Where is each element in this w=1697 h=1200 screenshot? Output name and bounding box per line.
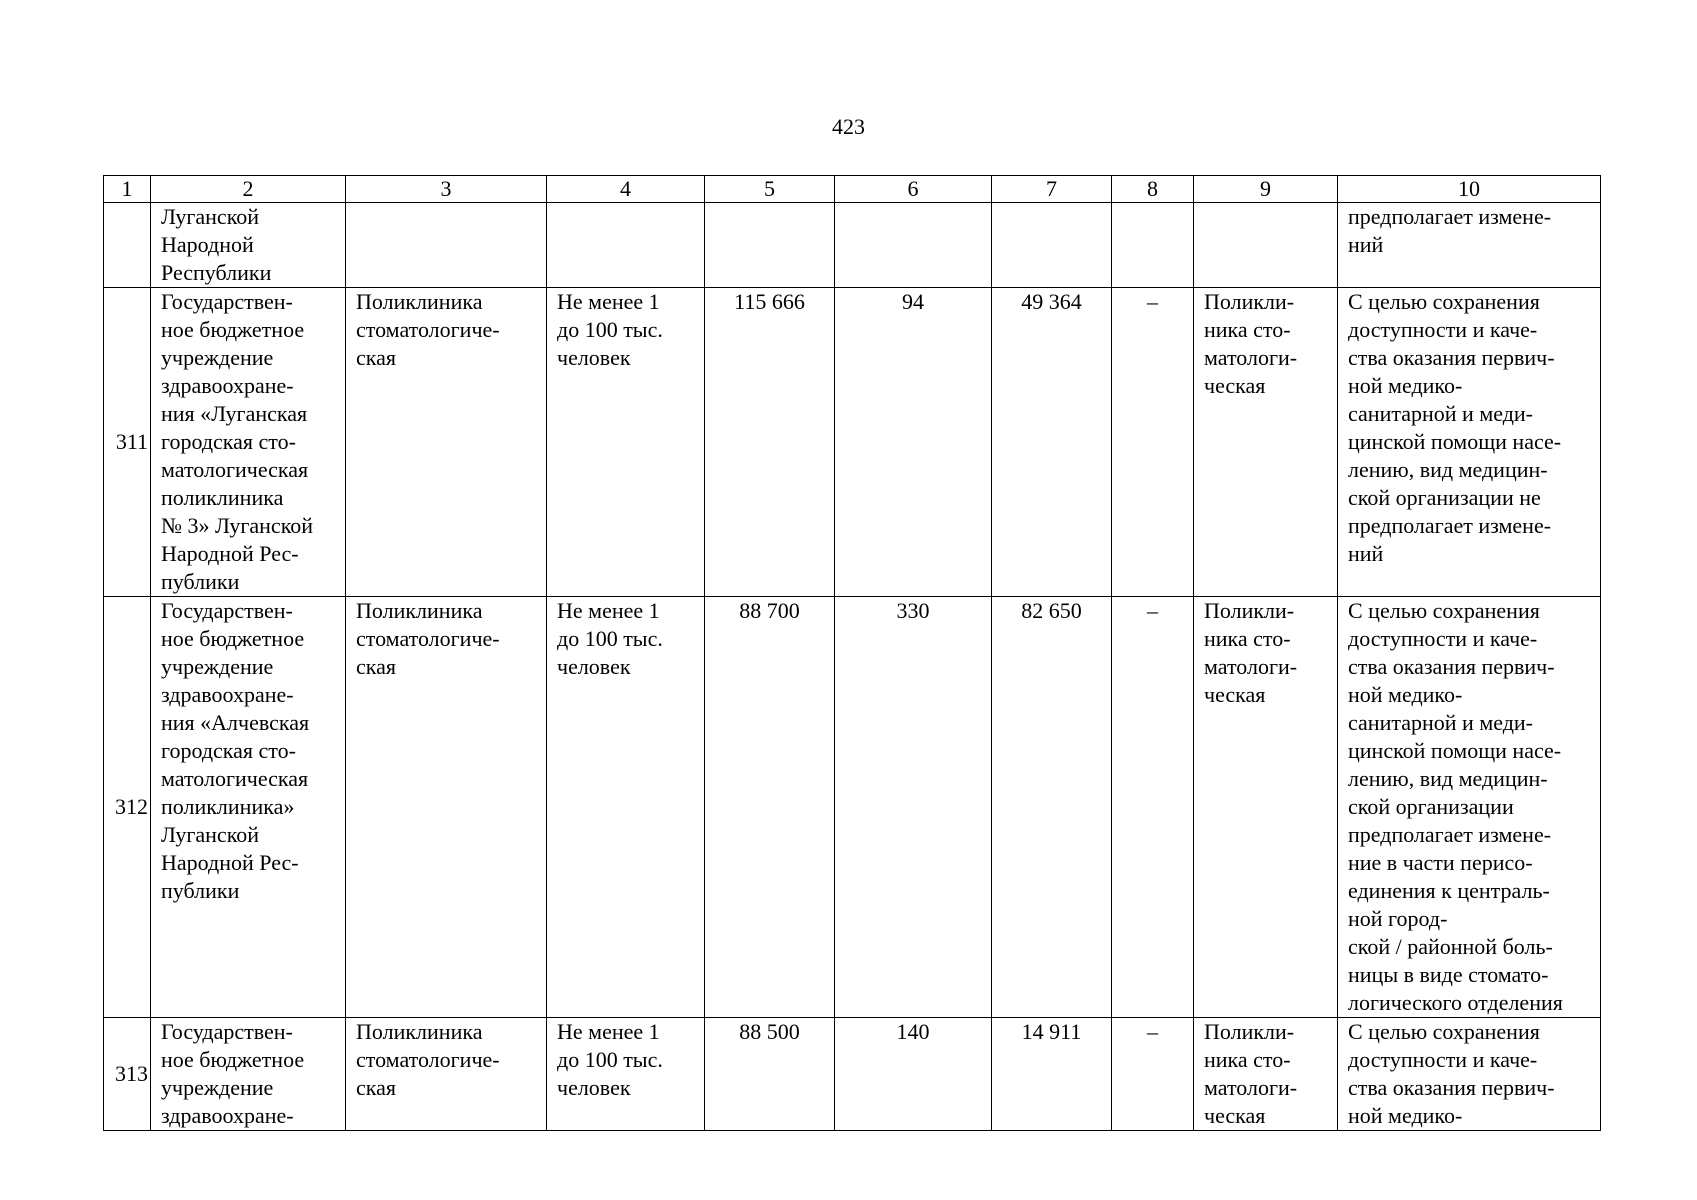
cell-text-line: матологи- bbox=[1204, 1075, 1298, 1100]
cell-text-line: Народной bbox=[161, 232, 254, 257]
cell-text-line: до 100 тыс. bbox=[557, 1047, 663, 1072]
cell-text-line: Поликлиника bbox=[356, 598, 483, 623]
header-cell: 1 bbox=[104, 176, 151, 203]
value-col-5: 115 666 bbox=[705, 288, 835, 597]
cell-text-line: человек bbox=[557, 654, 631, 679]
justification bbox=[1338, 597, 1601, 1018]
cell-text-line: Поликлиника bbox=[356, 289, 483, 314]
table-header-row bbox=[104, 176, 1601, 203]
cell-text-line: городская сто- bbox=[161, 738, 296, 763]
header-cell: 10 bbox=[1338, 176, 1601, 203]
organization-name bbox=[151, 203, 346, 288]
value-col-6 bbox=[835, 203, 992, 288]
population-range bbox=[547, 288, 705, 597]
cell-text-line: ное бюджетное bbox=[161, 626, 305, 651]
cell-text-line: городская сто- bbox=[161, 429, 296, 454]
facility-type bbox=[346, 1018, 547, 1131]
cell-text-line: ний bbox=[1348, 232, 1384, 257]
value-col-7 bbox=[992, 203, 1112, 288]
cell-text-line: Республики bbox=[161, 260, 272, 285]
value-col-6: 330 bbox=[835, 597, 992, 1018]
page-number: 423 bbox=[832, 114, 865, 139]
facility-table bbox=[103, 175, 1601, 1131]
value-col-7: 82 650 bbox=[992, 597, 1112, 1018]
cell-text-line: матологи- bbox=[1204, 345, 1298, 370]
cell-text-line: ницы в виде стомато- bbox=[1348, 962, 1549, 987]
cell-text-line: матологическая bbox=[161, 457, 309, 482]
cell-text-line: С целью сохранения bbox=[1348, 598, 1540, 623]
cell-text-line: предполагает измене- bbox=[1348, 513, 1552, 538]
target-facility-type bbox=[1194, 597, 1338, 1018]
cell-text-line: человек bbox=[557, 345, 631, 370]
facility-type bbox=[346, 597, 547, 1018]
cell-text-line: Государствен- bbox=[161, 598, 293, 623]
cell-text-line: ния «Алчевская bbox=[161, 710, 310, 735]
row-number: 313 bbox=[104, 1018, 151, 1131]
population-range bbox=[547, 1018, 705, 1131]
cell-text-line: ника сто- bbox=[1204, 626, 1291, 651]
cell-text-line: лению, вид медицин- bbox=[1348, 457, 1548, 482]
header-cell: 3 bbox=[346, 176, 547, 203]
value-col-8 bbox=[1112, 203, 1194, 288]
cell-text-line: ние в части перисо- bbox=[1348, 850, 1533, 875]
cell-text-line: Не менее 1 bbox=[557, 598, 660, 623]
cell-text-line: логического отделения bbox=[1348, 990, 1563, 1015]
value-col-7: 49 364 bbox=[992, 288, 1112, 597]
cell-text-line: санитарной и меди- bbox=[1348, 710, 1534, 735]
cell-text-line: Государствен- bbox=[161, 289, 293, 314]
cell-text-line: учреждение bbox=[161, 345, 274, 370]
target-facility-type bbox=[1194, 288, 1338, 597]
cell-text-line: Народной Рес- bbox=[161, 541, 299, 566]
cell-text-line: человек bbox=[557, 1075, 631, 1100]
cell-text-line: Поликлиника bbox=[356, 1019, 483, 1044]
cell-text-line: публики bbox=[161, 878, 240, 903]
value-col-6: 140 bbox=[835, 1018, 992, 1131]
cell-text-line: стоматологиче- bbox=[356, 1047, 500, 1072]
cell-text-line: стоматологиче- bbox=[356, 626, 500, 651]
value-col-8: – bbox=[1112, 288, 1194, 597]
cell-text-line: Луганской bbox=[161, 204, 260, 229]
header-cell: 5 bbox=[705, 176, 835, 203]
population-range bbox=[547, 597, 705, 1018]
cell-text-line: Народной Рес- bbox=[161, 850, 299, 875]
organization-name bbox=[151, 288, 346, 597]
cell-text-line: матологическая bbox=[161, 766, 309, 791]
value-col-8: – bbox=[1112, 1018, 1194, 1131]
cell-text-line: поликлиника bbox=[161, 485, 284, 510]
cell-text-line: ства оказания первич- bbox=[1348, 1075, 1555, 1100]
cell-text-line: публики bbox=[161, 569, 240, 594]
cell-text-line: Луганской bbox=[161, 822, 260, 847]
cell-text-line: ное бюджетное bbox=[161, 1047, 305, 1072]
cell-text-line: Поликли- bbox=[1204, 289, 1295, 314]
cell-text-line: единения к централь- bbox=[1348, 878, 1550, 903]
cell-text-line: ской организации не bbox=[1348, 485, 1541, 510]
cell-text-line: ния «Луганская bbox=[161, 401, 308, 426]
cell-text-line: доступности и каче- bbox=[1348, 1047, 1538, 1072]
cell-text-line: ника сто- bbox=[1204, 317, 1291, 342]
facility-type bbox=[346, 288, 547, 597]
table-row bbox=[104, 288, 1601, 597]
cell-text-line: предполагает измене- bbox=[1348, 204, 1552, 229]
value-col-7: 14 911 bbox=[992, 1018, 1112, 1131]
header-cell: 2 bbox=[151, 176, 346, 203]
header-cell: 8 bbox=[1112, 176, 1194, 203]
cell-text-line: ной медико- bbox=[1348, 1103, 1463, 1128]
cell-text-line: Государствен- bbox=[161, 1019, 293, 1044]
cell-text-line: матологи- bbox=[1204, 654, 1298, 679]
cell-text-line: здравоохране- bbox=[161, 373, 294, 398]
cell-text-line: цинской помощи насе- bbox=[1348, 738, 1562, 763]
cell-text-line: до 100 тыс. bbox=[557, 317, 663, 342]
population-range bbox=[547, 203, 705, 288]
cell-text-line: Не менее 1 bbox=[557, 1019, 660, 1044]
cell-text-line: здравоохране- bbox=[161, 1103, 294, 1128]
row-number: 312 bbox=[104, 597, 151, 1018]
cell-text-line: стоматологиче- bbox=[356, 317, 500, 342]
cell-text-line: ства оказания первич- bbox=[1348, 654, 1555, 679]
value-col-5: 88 500 bbox=[705, 1018, 835, 1131]
justification bbox=[1338, 288, 1601, 597]
cell-text-line: Поликли- bbox=[1204, 598, 1295, 623]
cell-text-line: предполагает измене- bbox=[1348, 822, 1552, 847]
cell-text-line: Не менее 1 bbox=[557, 289, 660, 314]
organization-name bbox=[151, 597, 346, 1018]
header-cell: 7 bbox=[992, 176, 1112, 203]
cell-text-line: доступности и каче- bbox=[1348, 317, 1538, 342]
justification bbox=[1338, 1018, 1601, 1131]
cell-text-line: ческая bbox=[1204, 373, 1266, 398]
value-col-6: 94 bbox=[835, 288, 992, 597]
cell-text-line: Поликли- bbox=[1204, 1019, 1295, 1044]
table-row bbox=[104, 597, 1601, 1018]
target-facility-type bbox=[1194, 1018, 1338, 1131]
cell-text-line: до 100 тыс. bbox=[557, 626, 663, 651]
cell-text-line: цинской помощи насе- bbox=[1348, 429, 1562, 454]
cell-text-line: ний bbox=[1348, 541, 1384, 566]
cell-text-line: ной город- bbox=[1348, 906, 1448, 931]
cell-text-line: № 3» Луганской bbox=[161, 513, 314, 538]
table-row bbox=[104, 203, 1601, 288]
row-number: 311 bbox=[104, 288, 151, 597]
cell-text-line: С целью сохранения bbox=[1348, 289, 1540, 314]
row-number bbox=[104, 203, 151, 288]
justification bbox=[1338, 203, 1601, 288]
cell-text-line: лению, вид медицин- bbox=[1348, 766, 1548, 791]
value-col-5: 88 700 bbox=[705, 597, 835, 1018]
cell-text-line: санитарной и меди- bbox=[1348, 401, 1534, 426]
cell-text-line: ческая bbox=[1204, 682, 1266, 707]
cell-text-line: ская bbox=[356, 345, 397, 370]
cell-text-line: ческая bbox=[1204, 1103, 1266, 1128]
value-col-8: – bbox=[1112, 597, 1194, 1018]
organization-name bbox=[151, 1018, 346, 1131]
header-cell: 9 bbox=[1194, 176, 1338, 203]
table-row bbox=[104, 1018, 1601, 1131]
facility-type bbox=[346, 203, 547, 288]
cell-text-line: ное бюджетное bbox=[161, 317, 305, 342]
header-cell: 4 bbox=[547, 176, 705, 203]
cell-text-line: С целью сохранения bbox=[1348, 1019, 1540, 1044]
cell-text-line: доступности и каче- bbox=[1348, 626, 1538, 651]
cell-text-line: ская bbox=[356, 1075, 397, 1100]
cell-text-line: учреждение bbox=[161, 1075, 274, 1100]
cell-text-line: ства оказания первич- bbox=[1348, 345, 1555, 370]
cell-text-line: учреждение bbox=[161, 654, 274, 679]
cell-text-line: ской организации bbox=[1348, 794, 1514, 819]
cell-text-line: ской / районной боль- bbox=[1348, 934, 1553, 959]
cell-text-line: ская bbox=[356, 654, 397, 679]
header-cell: 6 bbox=[835, 176, 992, 203]
cell-text-line: ной медико- bbox=[1348, 373, 1463, 398]
cell-text-line: здравоохране- bbox=[161, 682, 294, 707]
cell-text-line: ной медико- bbox=[1348, 682, 1463, 707]
target-facility-type bbox=[1194, 203, 1338, 288]
cell-text-line: поликлиника» bbox=[161, 794, 295, 819]
cell-text-line: ника сто- bbox=[1204, 1047, 1291, 1072]
value-col-5 bbox=[705, 203, 835, 288]
